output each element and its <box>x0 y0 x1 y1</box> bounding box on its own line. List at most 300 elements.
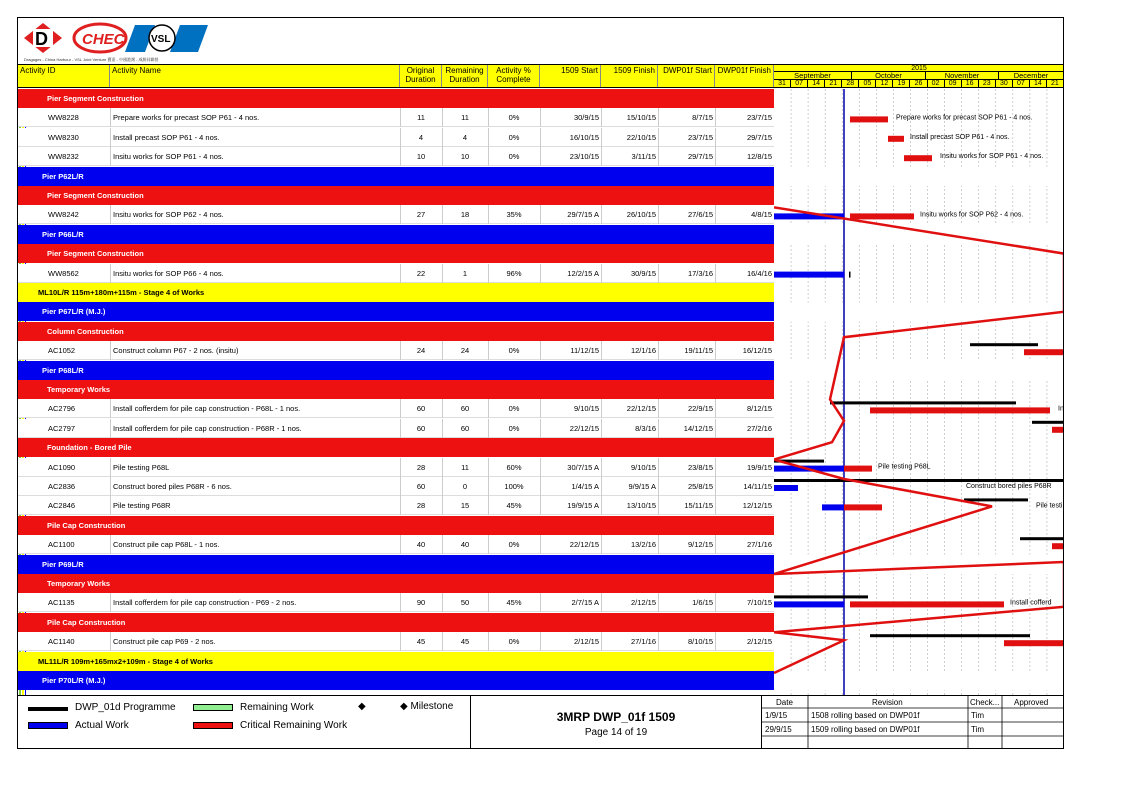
column-divider <box>658 341 659 360</box>
column-divider <box>658 108 659 127</box>
column-divider <box>488 593 489 612</box>
column-divider <box>400 399 401 418</box>
timescale-months <box>774 72 1064 80</box>
column-divider <box>658 632 659 651</box>
gantt-bar <box>844 466 872 472</box>
gantt-bar <box>1052 543 1064 549</box>
cell-s1: 11/12/15 <box>570 346 599 356</box>
logo-chec: CHEC <box>82 31 125 48</box>
column-divider <box>540 632 541 651</box>
column-divider <box>540 399 541 418</box>
schedule-sheet <box>17 17 1064 749</box>
column-divider <box>658 399 659 418</box>
group-label: ML11L/R 109m+165mx2+109m - Stage 4 of Works <box>38 656 213 666</box>
group-header[interactable] <box>18 244 774 263</box>
rev-row-check: Tim <box>971 725 985 734</box>
column-divider <box>442 399 443 418</box>
group-header[interactable] <box>18 438 774 457</box>
band-spacer <box>774 302 1064 321</box>
column-divider <box>400 147 401 166</box>
column-divider <box>488 419 489 438</box>
column-divider <box>110 419 111 438</box>
group-label: Pile Cap Construction <box>47 520 126 530</box>
column-divider <box>601 108 602 127</box>
cell-rd: 11 <box>461 462 469 472</box>
column-divider <box>658 205 659 224</box>
band-spacer <box>774 167 1064 186</box>
column-divider <box>400 593 401 612</box>
rev-header-approved: Approved <box>1014 698 1049 707</box>
logo-d: D <box>35 29 48 49</box>
table-row[interactable] <box>18 458 774 477</box>
logo-area <box>20 20 210 64</box>
gantt-bar <box>822 504 844 510</box>
column-divider <box>658 477 659 496</box>
column-divider <box>110 632 111 651</box>
cell-f2: 27/1/16 <box>746 540 772 550</box>
cell-pct: 60% <box>506 462 522 472</box>
cell-id: AC1090 <box>48 462 76 472</box>
column-divider <box>442 477 443 496</box>
cell-f1: 9/9/15 A <box>628 482 656 491</box>
cell-od: 60 <box>416 482 426 491</box>
timescale-week: 31 <box>774 80 791 88</box>
cell-f1: 2/12/15 <box>630 598 656 608</box>
gantt-bar <box>774 272 844 278</box>
column-divider <box>540 535 541 554</box>
column-divider <box>658 419 659 438</box>
pier-header[interactable] <box>18 302 774 321</box>
cell-f2: 29/7/15 <box>746 132 772 142</box>
group-header[interactable] <box>18 516 774 535</box>
column-divider <box>601 147 602 166</box>
column-divider <box>110 535 111 554</box>
column-divider <box>442 264 443 283</box>
cell-id: WW8242 <box>48 210 79 220</box>
timescale-week: 26 <box>911 80 928 88</box>
rev-header-check: Check... <box>970 698 1000 707</box>
column-divider <box>400 108 401 127</box>
column-divider <box>540 341 541 360</box>
column-divider <box>715 108 716 127</box>
table-row[interactable] <box>18 477 774 496</box>
rev-row-revision: 1509 rolling based on DWP01f <box>811 725 920 734</box>
timescale-week: 02 <box>928 80 945 88</box>
group-header[interactable] <box>18 322 774 341</box>
header-activity-complete[interactable]: Activity % Complete <box>488 65 540 87</box>
cell-od: 27 <box>416 210 426 220</box>
cell-s1: 2/7/15 A <box>571 598 599 608</box>
table-row[interactable] <box>18 419 774 438</box>
cell-f2: 16/4/16 <box>746 268 772 278</box>
pier-header[interactable] <box>18 225 774 244</box>
cell-f2: 7/10/15 <box>746 598 772 608</box>
legend-milestone-label: ◆ Milestone <box>400 701 454 712</box>
pier-header[interactable] <box>18 361 774 380</box>
gantt-bar <box>1052 427 1064 433</box>
group-label: Pier P62L/R <box>42 171 84 181</box>
revision-table <box>762 696 1064 749</box>
column-divider <box>110 205 111 224</box>
group-header[interactable] <box>18 380 774 399</box>
cell-od: 24 <box>416 346 426 356</box>
column-divider <box>540 593 541 612</box>
column-divider <box>658 147 659 166</box>
cell-id: AC1135 <box>48 598 75 608</box>
group-label: Pier P70L/R (M.J.) <box>42 676 106 685</box>
table-row[interactable] <box>18 341 774 360</box>
cell-name: Insitu works for SOP P61 - 4 nos. <box>113 152 224 162</box>
cell-od: 4 <box>418 132 424 142</box>
cell-id: WW8230 <box>48 132 79 142</box>
timescale-week: 07 <box>1013 80 1030 88</box>
table-row[interactable] <box>18 496 774 515</box>
cell-s1: 19/9/15 A <box>567 501 599 511</box>
cell-rd: 0 <box>462 482 468 491</box>
header-1509-finish[interactable]: 1509 Finish <box>601 65 658 87</box>
timescale-week: 30 <box>996 80 1013 88</box>
gantt-bar <box>774 601 844 607</box>
column-divider <box>715 341 716 360</box>
stage-header[interactable] <box>18 283 774 302</box>
cell-id: AC2846 <box>48 501 76 511</box>
column-divider <box>110 128 111 147</box>
column-divider <box>601 264 602 283</box>
column-divider <box>658 264 659 283</box>
column-divider <box>110 108 111 127</box>
rev-row-date: 29/9/15 <box>765 725 792 734</box>
gantt-bar <box>850 213 914 219</box>
cell-f1: 30/9/15 <box>630 268 656 278</box>
group-label: Pier Segment Construction <box>47 94 144 103</box>
cell-s1: 12/2/15 A <box>567 268 599 278</box>
column-divider <box>110 399 111 418</box>
gantt-bar <box>850 116 888 122</box>
column-divider <box>488 128 489 147</box>
table-row[interactable] <box>18 147 774 166</box>
cell-name: Insitu works for SOP P66 - 4 nos. <box>113 268 224 278</box>
cell-f1: 8/3/16 <box>635 423 656 433</box>
timescale <box>774 65 1064 87</box>
header-dwp-start[interactable]: DWP01f Start <box>658 65 715 87</box>
gantt-bar-label: Pile testi <box>1036 502 1063 510</box>
cell-id: AC2836 <box>48 482 76 491</box>
cell-id: AC2797 <box>48 423 76 433</box>
gantt-bar-label: In <box>1058 405 1064 413</box>
column-divider <box>601 399 602 418</box>
cell-id: AC2796 <box>48 404 76 414</box>
cell-pct: 35% <box>506 210 522 220</box>
legend-actual-label: Actual Work <box>75 720 129 731</box>
cell-pct: 0% <box>508 152 520 162</box>
cell-s1: 23/10/15 <box>569 152 599 162</box>
cell-pct: 0% <box>508 423 520 433</box>
cell-pct: 0% <box>508 637 520 647</box>
column-divider <box>715 496 716 515</box>
column-divider <box>400 632 401 651</box>
gantt-bar <box>870 407 1050 413</box>
cell-od: 22 <box>416 268 426 278</box>
cell-s2: 1/6/15 <box>692 598 713 608</box>
document-title: 3MRP DWP_01f 1509 <box>556 710 676 724</box>
column-divider <box>442 341 443 360</box>
cell-id: WW8232 <box>48 152 79 162</box>
column-divider <box>658 458 659 477</box>
table-row[interactable] <box>18 264 774 283</box>
group-label: Temporary Works <box>47 385 111 394</box>
column-divider <box>442 593 443 612</box>
column-divider <box>715 264 716 283</box>
company-logos <box>20 20 210 60</box>
column-divider <box>658 128 659 147</box>
group-label: Pier P69L/R <box>42 559 84 569</box>
column-divider <box>540 496 541 515</box>
gantt-canvas <box>774 89 1064 695</box>
stage-header[interactable] <box>18 652 774 671</box>
gantt-bar <box>1032 421 1064 424</box>
cell-pct: 0% <box>508 132 520 142</box>
column-divider <box>110 341 111 360</box>
group-header[interactable] <box>18 89 774 108</box>
gantt-bar <box>1020 537 1064 540</box>
cell-od: 60 <box>416 404 426 414</box>
cell-s2: 9/12/15 <box>687 540 713 550</box>
cell-od: 28 <box>416 462 426 472</box>
cell-s1: 2/12/15 <box>573 637 599 647</box>
milestone-marker <box>849 272 851 278</box>
cell-f2: 2/12/15 <box>746 637 772 647</box>
gantt-bar <box>904 155 932 161</box>
group-header[interactable] <box>18 574 774 593</box>
group-label: Pile Cap Construction <box>47 617 126 627</box>
timescale-week: 21 <box>825 80 842 88</box>
cell-od: 45 <box>416 637 426 647</box>
cell-rd: 4 <box>462 132 468 142</box>
cell-pct: 0% <box>508 540 520 550</box>
cell-rd: 60 <box>460 423 470 433</box>
gantt-bar <box>964 498 1028 501</box>
cell-pct: 0% <box>508 346 520 356</box>
cell-id: AC1100 <box>48 540 75 550</box>
table-row[interactable] <box>18 535 774 554</box>
rev-row-check: Tim <box>971 711 985 720</box>
cell-f2: 27/2/16 <box>746 423 772 433</box>
column-divider <box>601 632 602 651</box>
column-divider <box>400 496 401 515</box>
legend-dwp-label: DWP_01d Programme <box>75 702 176 713</box>
header-remaining-duration[interactable]: Remaining Duration <box>442 65 488 87</box>
timescale-week: 28 <box>842 80 859 88</box>
timescale-week: 23 <box>979 80 996 88</box>
cell-od: 11 <box>417 113 425 123</box>
gantt-bar <box>830 401 1016 404</box>
column-divider <box>601 341 602 360</box>
cell-s2: 22/9/15 <box>687 404 713 414</box>
cell-f2: 14/11/15 <box>743 482 772 491</box>
column-divider <box>601 593 602 612</box>
column-divider <box>715 535 716 554</box>
gantt-bar-label: Construct bored piles P68R <box>966 483 1052 490</box>
table-row[interactable] <box>18 108 774 127</box>
band-spacer <box>774 671 1064 690</box>
column-divider <box>601 205 602 224</box>
cell-name: Prepare works for precast SOP P61 - 4 nos. <box>113 113 260 123</box>
cell-name: Construct bored piles P68R - 6 nos. <box>113 482 232 491</box>
column-divider <box>540 108 541 127</box>
group-label: Pier Segment Construction <box>47 249 144 259</box>
column-divider <box>601 496 602 515</box>
rev-row-revision: 1508 rolling based on DWP01f <box>811 711 920 720</box>
column-divider <box>442 419 443 438</box>
timescale-month: November <box>926 72 999 80</box>
cell-id: WW8562 <box>48 268 79 278</box>
column-divider <box>442 128 443 147</box>
gantt-bar <box>1004 640 1064 646</box>
gantt-bar-label: Install cofferd <box>1010 599 1052 607</box>
cell-pct: 100% <box>504 482 524 491</box>
gantt-bar-label: Insitu works for SOP P61 - 4 nos. <box>940 153 1044 161</box>
header-dwp-finish[interactable]: DWP01f Finish <box>715 65 774 87</box>
cell-id: AC1052 <box>48 346 76 356</box>
cell-name: Install cofferdem for pile cap construction - P68L - 1 nos. <box>113 404 301 414</box>
legend-remaining-label: Remaining Work <box>240 702 314 713</box>
rev-row-date: 1/9/15 <box>765 711 788 720</box>
column-divider <box>601 128 602 147</box>
group-header[interactable] <box>18 613 774 632</box>
table-row[interactable] <box>18 205 774 224</box>
group-header[interactable] <box>18 186 774 205</box>
column-divider <box>110 593 111 612</box>
timescale-week: 07 <box>791 80 808 88</box>
legend-critical-label: Critical Remaining Work <box>240 720 348 731</box>
column-divider <box>488 632 489 651</box>
column-divider <box>540 419 541 438</box>
timescale-week: 14 <box>1030 80 1047 88</box>
cell-rd: 10 <box>460 152 470 162</box>
column-divider <box>715 147 716 166</box>
header-activity-id[interactable]: Activity ID <box>18 65 110 87</box>
gantt-bar <box>850 601 1004 607</box>
column-divider <box>110 264 111 283</box>
group-label: Foundation - Bored Pile <box>47 443 132 453</box>
gantt-bar <box>774 479 1064 482</box>
column-divider <box>400 264 401 283</box>
cell-name: Install cofferdem for pile cap construction - P69 - 2 nos. <box>113 598 297 608</box>
cell-s1: 9/10/15 <box>573 404 599 414</box>
cell-f1: 3/11/15 <box>631 152 656 162</box>
gantt-bar <box>870 634 1030 637</box>
timescale-week: 05 <box>859 80 876 88</box>
pier-header[interactable] <box>18 671 774 690</box>
cell-id: WW8228 <box>48 113 79 123</box>
cell-pct: 0% <box>508 404 520 414</box>
cell-s1: 1/4/15 A <box>571 482 599 491</box>
cell-f1: 26/10/15 <box>626 210 656 220</box>
column-divider <box>601 419 602 438</box>
column-divider <box>540 477 541 496</box>
cell-rd: 11 <box>461 113 469 123</box>
column-divider <box>540 264 541 283</box>
cell-s1: 16/10/15 <box>569 132 599 142</box>
column-divider <box>715 458 716 477</box>
column-divider <box>658 535 659 554</box>
cell-pct: 45% <box>506 598 522 608</box>
milestone-diamond-icon: ◆ <box>358 701 366 712</box>
gantt-bar <box>970 343 1038 346</box>
cell-s1: 30/7/15 A <box>567 462 599 472</box>
table-row[interactable] <box>18 128 774 147</box>
cell-s1: 22/12/15 <box>569 540 599 550</box>
column-divider <box>715 399 716 418</box>
gantt-bar-label: Install precast SOP P61 - 4 nos. <box>910 133 1010 141</box>
cell-s2: 27/6/15 <box>687 210 713 220</box>
cell-rd: 50 <box>460 598 470 608</box>
table-row[interactable] <box>18 632 774 651</box>
column-divider <box>400 419 401 438</box>
cell-rd: 40 <box>460 540 470 550</box>
cell-s2: 23/7/15 <box>687 132 713 142</box>
table-row[interactable] <box>18 593 774 612</box>
column-divider <box>400 458 401 477</box>
cell-name: Install precast SOP P61 - 4 nos. <box>113 132 220 142</box>
column-divider <box>715 477 716 496</box>
pier-header[interactable] <box>18 167 774 186</box>
cell-od: 28 <box>416 501 426 511</box>
column-divider <box>715 593 716 612</box>
column-divider <box>488 147 489 166</box>
header-activity-name[interactable]: Activity Name <box>110 65 400 87</box>
gantt-bar <box>844 504 882 510</box>
column-divider <box>400 341 401 360</box>
column-divider <box>715 419 716 438</box>
gantt-bar <box>774 595 868 598</box>
column-divider <box>400 205 401 224</box>
header-1509-start[interactable]: 1509 Start <box>540 65 601 87</box>
band-spacer <box>774 225 1064 244</box>
column-divider <box>715 128 716 147</box>
cell-s2: 25/8/15 <box>687 482 713 491</box>
column-divider <box>110 496 111 515</box>
legend-dwp-swatch <box>28 707 68 711</box>
pier-header[interactable] <box>18 555 774 574</box>
cell-s1: 30/9/15 <box>573 113 599 123</box>
cell-f1: 15/10/15 <box>626 113 656 123</box>
cell-pct: 45% <box>506 501 522 511</box>
cell-rd: 1 <box>462 268 468 278</box>
cell-rd: 18 <box>460 210 470 220</box>
cell-f2: 23/7/15 <box>746 113 772 123</box>
cell-name: Insitu works for SOP P62 - 4 nos. <box>113 210 224 220</box>
column-divider <box>442 205 443 224</box>
column-divider <box>488 535 489 554</box>
group-label: ML10L/R 115m+180m+115m - Stage 4 of Works <box>38 288 205 297</box>
table-row[interactable] <box>18 399 774 418</box>
cell-s2: 14/12/15 <box>683 423 713 433</box>
table-header <box>18 64 1064 88</box>
cell-name: Construct column P67 - 2 nos. (insitu) <box>113 346 239 356</box>
cell-s2: 17/3/16 <box>687 268 713 278</box>
column-divider <box>110 458 111 477</box>
column-divider <box>488 496 489 515</box>
group-label: Temporary Works <box>47 579 111 588</box>
cell-s1: 22/12/15 <box>569 423 599 433</box>
legend-remaining-swatch <box>193 704 233 711</box>
cell-od: 90 <box>416 598 426 608</box>
logo-vsl: VSL <box>151 34 171 45</box>
cell-f2: 4/8/15 <box>751 210 772 220</box>
header-original-duration[interactable]: Original Duration <box>400 65 442 87</box>
column-divider <box>400 128 401 147</box>
